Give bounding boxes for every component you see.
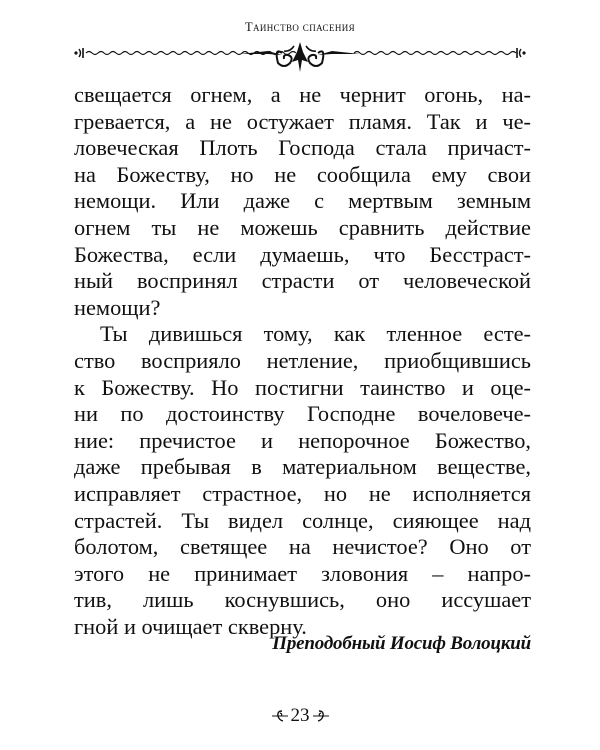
text-line: Ты дивишься тому, как тленное есте- — [100, 321, 531, 347]
text-line: болотом, светящее на нечистое? Оно от — [74, 534, 531, 560]
text-line: даже пребывая в материальном веществе, — [74, 454, 531, 480]
text-line: страстей. Ты видел солнце, сияющее над — [74, 507, 531, 533]
text-line: гной и очищает скверну. — [74, 613, 307, 639]
page-number-ornament-left-icon — [272, 709, 288, 723]
text-line: немощи? — [74, 294, 161, 320]
text-line: немощи. Или даже с мертвым земным — [74, 188, 531, 214]
text-line: исправляет страстное, но не исполняется — [74, 480, 531, 506]
text-line: свещается огнем, а не чернит огонь, на- — [74, 82, 531, 107]
headpiece-ornament-icon — [70, 40, 530, 80]
text-line: этого не принимает зловония – напро- — [74, 560, 531, 586]
author-attribution: Преподобный Иосиф Волоцкий — [272, 633, 531, 654]
text-line: огнем ты не можешь сравнить действие — [74, 214, 531, 240]
body-text — [74, 82, 531, 640]
text-line: ловеческая Плоть Господа стала причаст- — [74, 135, 531, 161]
text-line: на Божеству, но не сообщила ему свои — [74, 161, 531, 187]
text-line: Божества, если думаешь, что Бесстраст- — [74, 241, 531, 267]
running-head: Таинство спасения — [244, 20, 356, 34]
text-line: ство восприяло нетление, приобщившись — [74, 347, 531, 373]
text-line: к Божеству. Но постигни таинство и оце- — [74, 374, 531, 400]
page-number-value: 23 — [290, 704, 310, 726]
text-line: ни по достоинству Господне вочеловече- — [74, 401, 531, 427]
text-line: тив, лишь коснувшись, оно иссушает — [74, 587, 531, 613]
page-number-ornament-right-icon — [313, 709, 329, 723]
page-number — [0, 704, 600, 727]
text-line: ние: пречистое и непорочное Божество, — [74, 427, 531, 453]
text-line: ный воспринял страсти от человеческой — [74, 268, 531, 294]
text-line: гревается, а не остужает пламя. Так и че- — [74, 108, 531, 134]
